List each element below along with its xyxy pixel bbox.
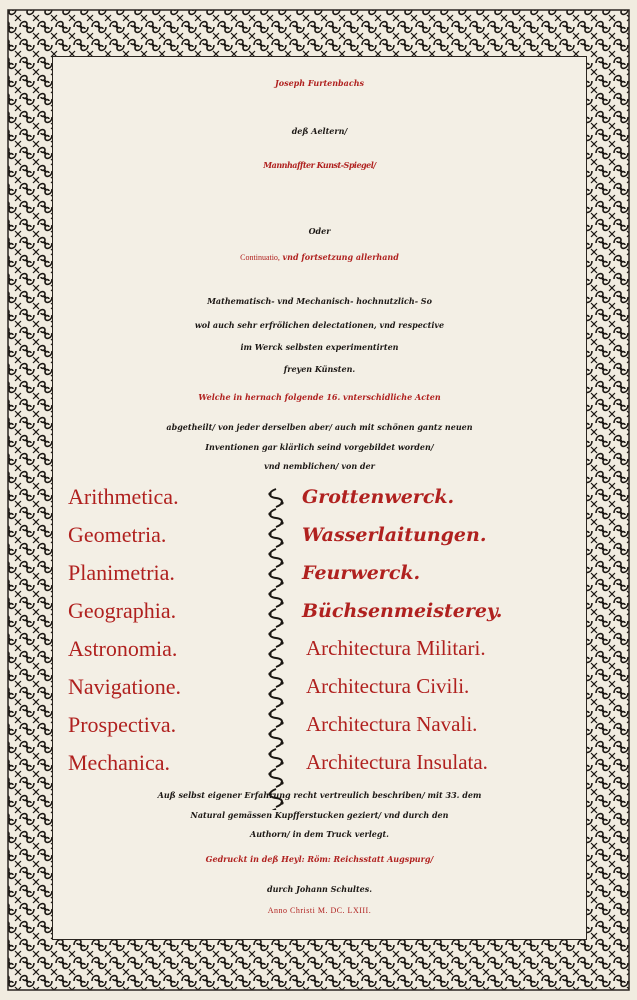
subject-left-2: Geometria. [68, 522, 167, 547]
continuatio-line [52, 252, 587, 262]
imprint-line-1: Gedruckt in deß Heyl: Röm: Reichsstatt Augspurg/ [205, 854, 434, 864]
subject-left-1: Arithmetica. [68, 484, 179, 509]
subject-right-1: Grottenwerck. [302, 486, 455, 508]
subject-left-6: Navigatione. [68, 674, 182, 699]
continuatio-rest: vnd fortsetzung allerhand [282, 252, 399, 262]
description-line-1: Mathematisch- vnd Mechanisch- hochnutzlich- So [207, 296, 432, 306]
subject-right-8: Architectura Insulata. [306, 750, 488, 774]
oder-label: Oder [308, 226, 331, 236]
subject-left-7: Prospectiva. [68, 712, 177, 737]
imprint-line-3: Anno Christi M. DC. LXIII. [267, 906, 372, 915]
experience-line-2: Natural gemässen Kupfferstucken geziert/ vnd durch den [190, 810, 449, 820]
subject-left-4: Geographia. [68, 598, 177, 623]
subject-left-5: Astronomia. [68, 636, 178, 661]
acten-line-3: Inventionen gar klärlich seind vorgebildet worden/ [205, 442, 434, 452]
acten-line-1: Welche in hernach folgende 16. vnterschidliche Acten [198, 392, 441, 402]
continuatio-word: Continuatio, [240, 253, 280, 262]
title-text [52, 56, 587, 940]
subject-left-3: Planimetria. [68, 560, 175, 585]
description-line-4: freyen Künsten. [283, 364, 356, 374]
imprint-line-2: durch Johann Schultes. [266, 884, 373, 894]
subject-right-4: Büchsenmeisterey. [302, 600, 503, 622]
subject-right-7: Architectura Navali. [306, 712, 478, 736]
subject-right-6: Architectura Civili. [306, 674, 470, 698]
subject-right-3: Feurwerck. [302, 562, 421, 584]
description-line-2: wol auch sehr erfrölichen delectationen, vnd respective [194, 320, 445, 330]
author-name: Joseph Furtenbachs [274, 78, 365, 88]
subject-left-8: Mechanica. [68, 750, 170, 775]
subject-right-5: Architectura Militari. [306, 636, 486, 660]
experience-line-3: Authorn/ in dem Truck verlegt. [250, 829, 389, 839]
ornament-divider [264, 488, 288, 810]
acten-line-2: abgetheilt/ von jeder derselben aber/ auch mit schönen gantz neuen [166, 422, 473, 432]
description-line-3: im Werck selbsten experimentirten [240, 342, 399, 352]
experience-line-1: Auß selbst eigener Erfahrung recht vertreulich beschriben/ mit 33. dem [157, 790, 482, 800]
subject-right-2: Wasserlaitungen. [302, 524, 487, 546]
author-subtitle: deß Aeltern/ [291, 126, 348, 136]
main-title: Mannhaffter Kunst-Spiegel/ [263, 160, 376, 170]
acten-line-4: vnd nemblichen/ von der [264, 461, 375, 471]
